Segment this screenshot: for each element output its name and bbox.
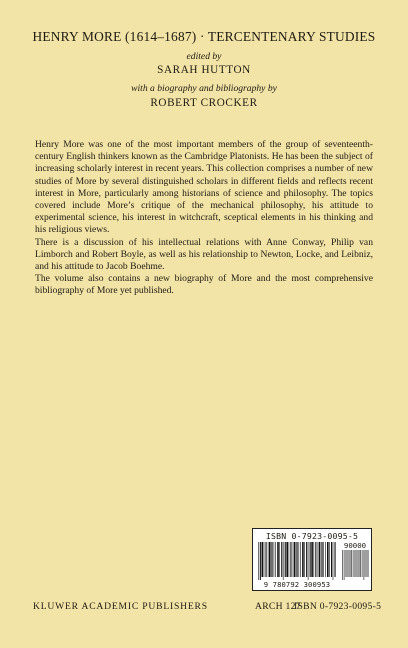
barcode-bar xyxy=(318,542,319,577)
barcode-bar xyxy=(323,542,324,577)
barcode-bar xyxy=(289,542,290,577)
barcode-bar xyxy=(275,542,276,577)
blurb-paragraph: The volume also contains a new biography of More and the most comprehensive bibliography of More yet published. xyxy=(35,273,373,297)
barcode-bar xyxy=(353,550,354,577)
barcode-bar xyxy=(346,550,347,577)
barcode-bar xyxy=(349,550,350,577)
barcode-bar xyxy=(319,542,321,577)
barcode-bar xyxy=(274,542,275,577)
editor-name: SARAH HUTTON xyxy=(157,64,251,76)
barcode-bar xyxy=(347,550,348,577)
ean-barcode-bars xyxy=(257,542,337,580)
barcode-bar xyxy=(359,550,360,577)
barcode-bar xyxy=(299,542,300,577)
barcode-bar xyxy=(268,542,269,577)
barcode-bar xyxy=(358,550,359,577)
cover-blurb xyxy=(35,139,373,298)
barcode-bar xyxy=(355,550,356,577)
barcode-bar xyxy=(260,542,261,580)
barcode-bar xyxy=(269,542,271,577)
isbn-number: ISBN 0-7923-0095-5 xyxy=(294,601,382,612)
barcode-bar xyxy=(315,542,316,577)
barcode-bar xyxy=(271,542,272,577)
barcode-bar xyxy=(335,542,336,577)
barcode-bar xyxy=(344,550,345,580)
barcode-bar xyxy=(264,542,265,577)
barcode-isbn-label: ISBN 0-7923-0095-5 xyxy=(265,531,359,541)
series-number: ARCH 127 xyxy=(255,601,301,612)
barcode-bar xyxy=(356,550,357,577)
barcode-bar xyxy=(304,542,305,577)
barcode-bar xyxy=(331,542,332,577)
barcode-bar xyxy=(279,542,280,577)
barcode-bar xyxy=(300,542,301,577)
barcode-bar xyxy=(296,542,297,577)
barcode-bar xyxy=(306,542,307,577)
barcode-bar xyxy=(285,542,286,577)
barcode-bar xyxy=(365,550,366,577)
barcode-bar xyxy=(351,550,352,577)
barcode-bar xyxy=(281,542,282,577)
biographer-name: ROBERT CROCKER xyxy=(150,97,258,109)
blurb-paragraph: Henry More was one of the most important members of the group of seventeenth-century English thinkers known as the Cambridge Platonists. He has been the subject of increasing scholarly interest in recent years. This collection comprises a number of new studies of More by several distinguished scholars in different fields and reflects recent interest in More, particularly among historians of science and philosophy. The topics covered include More’s critique of the mechanical philosophy, his attitude to experimental science, his interest in witchcraft, sceptical elements in his thinking and his religious views. xyxy=(35,139,373,236)
barcode-bar xyxy=(325,542,326,577)
barcode-bar xyxy=(293,542,294,577)
publisher-name: KLUWER ACADEMIC PUBLISHERS xyxy=(33,601,208,612)
barcode-ean-digits: 9 780792 300953 xyxy=(263,580,331,589)
edited-by-label: edited by xyxy=(186,51,222,62)
barcode-bar xyxy=(350,550,351,577)
barcode-bar xyxy=(302,542,304,577)
addon-barcode-bars xyxy=(341,550,369,580)
barcode-bar xyxy=(266,542,267,577)
barcode-bar xyxy=(329,542,330,577)
barcode-bar xyxy=(311,542,313,577)
barcode-bar xyxy=(290,542,291,577)
barcode-bar xyxy=(258,542,259,580)
biography-label: with a biography and bibliography by xyxy=(131,83,277,94)
barcode-bar xyxy=(367,550,368,577)
barcode-bar xyxy=(368,550,369,577)
barcode-addon-digits: 90000 xyxy=(343,541,367,550)
barcode-bar xyxy=(308,542,309,580)
barcode-bar xyxy=(297,542,298,577)
barcode-bar xyxy=(262,542,264,577)
barcode-bar xyxy=(277,542,279,577)
barcode-bar xyxy=(342,550,343,580)
barcode-bar xyxy=(327,542,329,577)
barcode-bar xyxy=(362,550,363,577)
barcode-bar xyxy=(364,550,365,580)
book-title: HENRY MORE (1614–1687) · TERCENTENARY STUDIES xyxy=(32,29,376,44)
barcode-bar xyxy=(333,542,334,580)
isbn-barcode xyxy=(252,528,372,591)
barcode-bar xyxy=(272,542,273,577)
barcode-bar xyxy=(294,542,296,577)
barcode-bar xyxy=(360,550,361,577)
barcode-bar xyxy=(310,542,311,577)
barcode-bar xyxy=(283,542,284,580)
barcode-bar xyxy=(322,542,323,577)
barcode-bar xyxy=(286,542,288,577)
barcode-bar xyxy=(321,542,322,577)
barcode-bar xyxy=(314,542,315,577)
blurb-paragraph: There is a discussion of his intellectual relations with Anne Conway, Philip van Limborch and Robert Boyle, as well as his relationship to Newton, Locke, and Leibniz, and his attitude to Jacob Boehme. xyxy=(35,236,373,273)
